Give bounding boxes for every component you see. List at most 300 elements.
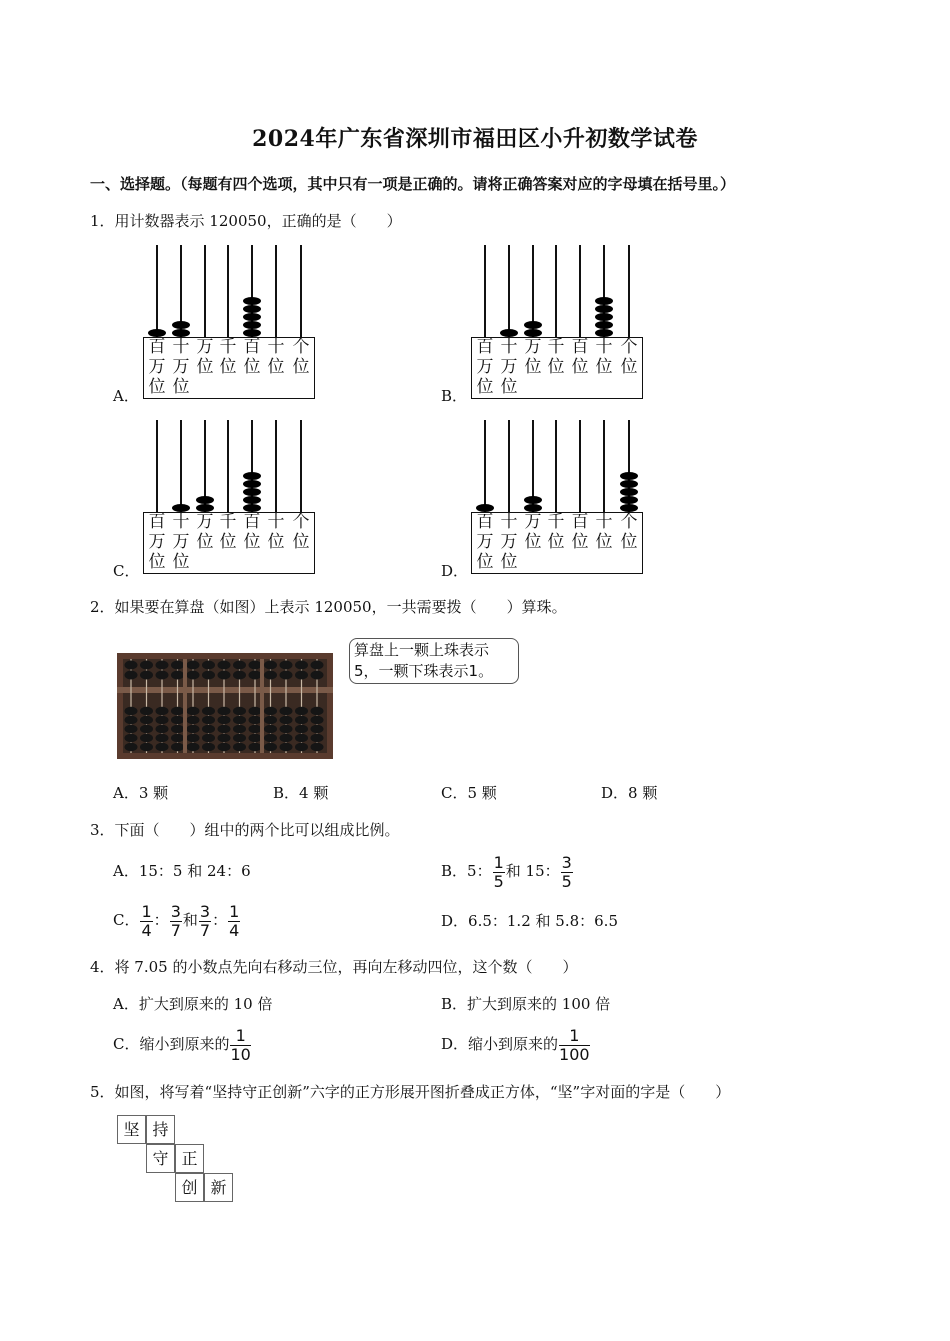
abacus-bead <box>218 743 231 751</box>
place-label-char: 位 <box>500 377 518 397</box>
abacus-bead <box>125 743 138 751</box>
abacus-bead <box>202 743 215 751</box>
abacus-bead <box>156 725 169 733</box>
fraction <box>493 854 505 891</box>
place-label-char: 万 <box>476 357 494 377</box>
counter-bead <box>243 504 261 512</box>
section-heading: 一、选择题。（每题有四个选项，其中只有一项是正确的。请将正确答案对应的字母填在括号里。） <box>90 175 736 193</box>
numerator: 1 <box>229 901 240 921</box>
question-5-stem: 5．如图，将写着“坚持守正创新”六字的正方形展开图折叠成正方体，“坚”字对面的字是（ ） <box>90 1083 731 1101</box>
counter-rod <box>555 245 557 337</box>
denominator: 100 <box>559 1044 590 1064</box>
place-label-char: 百 <box>148 512 166 532</box>
place-label-char: 位 <box>243 532 261 552</box>
denominator: 7 <box>199 920 211 940</box>
place-label-char: 位 <box>571 532 589 552</box>
abacus-bead <box>156 661 169 670</box>
counter-bead <box>595 321 613 329</box>
counter-rod <box>227 420 229 512</box>
counter-bead <box>500 329 518 337</box>
fraction <box>140 903 152 940</box>
abacus-bead <box>187 743 200 751</box>
colon: ： <box>153 911 169 929</box>
counter-bead <box>172 329 190 337</box>
place-label-char: 位 <box>524 532 542 552</box>
abacus-bead <box>140 716 153 724</box>
place-label-char: 百 <box>148 337 166 357</box>
abacus-bead <box>140 671 153 680</box>
place-label-char: 位 <box>196 532 214 552</box>
abacus-bead <box>280 743 293 751</box>
numerator: 1 <box>141 901 152 921</box>
abacus-bead <box>171 734 184 742</box>
place-label-char: 位 <box>219 357 237 377</box>
place-label-char: 位 <box>476 552 494 572</box>
abacus-bead <box>187 725 200 733</box>
counter-bead <box>243 305 261 313</box>
place-label-char: 位 <box>595 532 613 552</box>
abacus-bead <box>187 734 200 742</box>
place-label <box>194 512 216 552</box>
q1-option-label: A． <box>113 387 139 405</box>
abacus-bead <box>264 707 277 715</box>
abacus-bead <box>264 743 277 751</box>
abacus-bead <box>311 707 324 715</box>
place-label <box>170 337 192 397</box>
numerator: 1 <box>230 1027 250 1046</box>
callout-line-1: 算盘上一颗上珠表示 <box>354 641 490 659</box>
place-label-char: 千 <box>219 512 237 532</box>
place-label <box>569 337 591 377</box>
counter-rod <box>180 420 182 512</box>
abacus-bead <box>171 743 184 751</box>
abacus-bead <box>249 661 262 670</box>
abacus-bead <box>280 661 293 670</box>
counter-bead <box>243 472 261 480</box>
place-label-char: 位 <box>292 532 310 552</box>
fraction <box>561 854 573 891</box>
place-label-char: 位 <box>243 357 261 377</box>
abacus-bead <box>311 661 324 670</box>
place-label-char: 百 <box>243 512 261 532</box>
counter-rod <box>508 245 510 337</box>
q3-b-mid: 和 15： <box>505 862 560 880</box>
place-label-char: 位 <box>476 377 494 397</box>
abacus-bead <box>264 716 277 724</box>
place-label <box>265 337 287 377</box>
counter-bead <box>524 321 542 329</box>
place-label-char: 百 <box>476 337 494 357</box>
question-4-stem: 4．将 7.05 的小数点先向右移动三位，再向左移动四位，这个数（ ） <box>90 958 578 976</box>
place-label-char: 十 <box>172 512 190 532</box>
counter-bead <box>595 313 613 321</box>
abacus-bead <box>218 671 231 680</box>
denominator: 4 <box>141 920 152 940</box>
abacus-bead <box>218 661 231 670</box>
numerator: 3 <box>199 901 211 921</box>
counter-rod <box>300 245 302 337</box>
denominator: 4 <box>229 920 240 940</box>
abacus-bead <box>311 743 324 751</box>
counter-bead <box>476 504 494 512</box>
abacus-bead <box>280 707 293 715</box>
place-label <box>593 512 615 552</box>
counter-bead <box>196 504 214 512</box>
q4-option-c <box>113 1025 252 1064</box>
counter-bead <box>595 305 613 313</box>
q3-b-prefix: B．5： <box>441 862 492 880</box>
counter-bead <box>172 321 190 329</box>
abacus-bead <box>125 734 138 742</box>
abacus-bead <box>280 734 293 742</box>
counter-rod <box>204 245 206 337</box>
place-label-char: 位 <box>524 357 542 377</box>
abacus-bead <box>280 671 293 680</box>
denominator: 10 <box>230 1044 251 1064</box>
abacus-bead <box>156 707 169 715</box>
q3-option-b <box>441 852 574 891</box>
abacus-bead <box>171 725 184 733</box>
abacus-bead <box>233 661 246 670</box>
place-label-char: 位 <box>196 357 214 377</box>
fraction <box>228 903 240 940</box>
place-label <box>146 337 168 397</box>
counter-bead <box>620 504 638 512</box>
place-label-char: 位 <box>620 532 638 552</box>
place-label-char: 位 <box>148 377 166 397</box>
abacus-bead <box>187 707 200 715</box>
place-label-char: 万 <box>500 532 518 552</box>
counter-bead <box>243 297 261 305</box>
counter-rod <box>484 245 486 337</box>
counter-bead <box>243 488 261 496</box>
place-label-char: 十 <box>267 512 285 532</box>
abacus-bead <box>218 707 231 715</box>
fraction <box>199 903 211 940</box>
place-label <box>474 512 496 572</box>
numerator: 3 <box>561 852 572 872</box>
counter-rod <box>579 245 581 337</box>
place-label-char: 百 <box>571 512 589 532</box>
place-label-char: 位 <box>172 377 190 397</box>
counter-rod <box>603 420 605 512</box>
question-1-stem: 1．用计数器表示 120050，正确的是（ ） <box>90 212 402 230</box>
place-label-char: 千 <box>219 337 237 357</box>
counter-bead <box>620 488 638 496</box>
abacus-bead <box>125 707 138 715</box>
place-value-counter <box>441 420 651 580</box>
place-label <box>290 512 312 552</box>
place-label-char: 位 <box>547 532 565 552</box>
denominator: 5 <box>493 871 504 891</box>
abacus-bead <box>264 734 277 742</box>
counter-rod <box>484 420 486 512</box>
place-label-char: 位 <box>267 357 285 377</box>
abacus-bead <box>218 716 231 724</box>
net-cell: 守 <box>146 1144 175 1173</box>
place-label <box>522 512 544 552</box>
counter-bead <box>148 329 166 337</box>
place-label <box>170 512 192 572</box>
abacus-bead <box>233 734 246 742</box>
fraction <box>230 1027 250 1064</box>
place-label-char: 十 <box>500 337 518 357</box>
abacus-bead <box>311 671 324 680</box>
abacus-bead <box>311 725 324 733</box>
place-label <box>498 512 520 572</box>
abacus-beam <box>117 687 333 693</box>
place-label <box>241 512 263 552</box>
fraction <box>170 903 182 940</box>
place-label-char: 个 <box>292 512 310 532</box>
abacus-bead <box>202 716 215 724</box>
place-label-char: 万 <box>172 532 190 552</box>
abacus-bead <box>264 661 277 670</box>
denominator: 7 <box>170 920 181 940</box>
abacus-divider <box>183 659 187 753</box>
place-label-char: 个 <box>292 337 310 357</box>
place-label <box>618 512 640 552</box>
q3-option-c <box>113 901 241 940</box>
abacus-callout <box>349 638 519 684</box>
abacus-bead <box>156 743 169 751</box>
place-label-char: 千 <box>547 512 565 532</box>
place-label <box>265 512 287 552</box>
place-label-char: 十 <box>595 512 613 532</box>
place-label-char: 百 <box>571 337 589 357</box>
counter-bead <box>595 297 613 305</box>
abacus-drawing <box>117 653 333 759</box>
abacus-bead <box>125 725 138 733</box>
place-label <box>569 512 591 552</box>
counter-bead <box>595 329 613 337</box>
fraction <box>559 1027 590 1064</box>
place-label-char: 位 <box>595 357 613 377</box>
abacus-bead <box>233 743 246 751</box>
abacus-bead <box>202 734 215 742</box>
place-label-char: 个 <box>620 337 638 357</box>
abacus-bead <box>233 707 246 715</box>
place-label-char: 千 <box>547 337 565 357</box>
counter-bead <box>243 496 261 504</box>
colon: ： <box>212 911 228 929</box>
abacus-bead <box>233 725 246 733</box>
place-label <box>217 337 239 377</box>
place-label-char: 位 <box>620 357 638 377</box>
q4-option-d <box>441 1025 591 1064</box>
counter-rod <box>275 420 277 512</box>
question-3-stem: 3．下面（ ）组中的两个比可以组成比例。 <box>90 821 400 839</box>
counter-bead <box>243 329 261 337</box>
abacus-bead <box>202 707 215 715</box>
abacus-bead <box>187 716 200 724</box>
abacus-bead <box>233 716 246 724</box>
place-value-counter <box>441 245 651 405</box>
counter-bead <box>243 313 261 321</box>
abacus-bead <box>125 716 138 724</box>
place-value-counter <box>113 245 323 405</box>
place-label <box>241 337 263 377</box>
abacus-bead <box>311 734 324 742</box>
abacus-bead <box>202 671 215 680</box>
abacus-bead <box>218 725 231 733</box>
place-label-char: 十 <box>267 337 285 357</box>
denominator: 5 <box>561 871 572 891</box>
abacus-bead <box>249 707 262 715</box>
place-label-char: 位 <box>219 532 237 552</box>
place-label <box>474 337 496 397</box>
place-label <box>498 337 520 397</box>
abacus-bead <box>249 725 262 733</box>
place-label-char: 位 <box>267 532 285 552</box>
numerator: 1 <box>559 1027 590 1046</box>
abacus-bead <box>140 661 153 670</box>
abacus-bead <box>156 734 169 742</box>
abacus-bead <box>311 716 324 724</box>
place-label-char: 位 <box>500 552 518 572</box>
abacus-bead <box>249 671 262 680</box>
abacus-bead <box>171 716 184 724</box>
q4-option-a: A．扩大到原来的 10 倍 <box>113 995 273 1013</box>
abacus-divider <box>260 659 264 753</box>
abacus-bead <box>249 734 262 742</box>
place-label-char: 百 <box>243 337 261 357</box>
counter-bead <box>620 496 638 504</box>
net-cell: 新 <box>204 1173 233 1202</box>
place-label <box>545 337 567 377</box>
place-label-char: 万 <box>172 357 190 377</box>
abacus-bead <box>125 671 138 680</box>
place-label-char: 位 <box>172 552 190 572</box>
counter-bead <box>172 504 190 512</box>
q3-option-a: A．15：5 和 24：6 <box>113 862 251 880</box>
counter-rod <box>156 245 158 337</box>
place-label-char: 十 <box>595 337 613 357</box>
counter-bead <box>524 496 542 504</box>
counter-rod <box>628 245 630 337</box>
abacus-bead <box>295 734 308 742</box>
counter-bead <box>243 321 261 329</box>
q4-c-prefix: C．缩小到原来的 <box>113 1035 230 1053</box>
place-label <box>290 337 312 377</box>
net-cell: 正 <box>175 1144 204 1173</box>
abacus-bead <box>295 725 308 733</box>
q3-option-d: D．6.5：1.2 和 5.8：6.5 <box>441 912 618 930</box>
abacus-bead <box>140 707 153 715</box>
abacus-bead <box>295 743 308 751</box>
numerator: 3 <box>170 901 181 921</box>
abacus-bead <box>295 671 308 680</box>
abacus-bead <box>187 671 200 680</box>
place-label-char: 位 <box>292 357 310 377</box>
q4-d-prefix: D．缩小到原来的 <box>441 1035 559 1053</box>
place-label-char: 万 <box>148 357 166 377</box>
q2-option-a: A．3 颗 <box>113 784 169 802</box>
counter-rod <box>227 245 229 337</box>
abacus-bead <box>156 671 169 680</box>
page-title: 2024年广东省深圳市福田区小升初数学试卷 <box>252 126 698 152</box>
abacus-bead <box>140 734 153 742</box>
abacus-image <box>117 653 333 759</box>
place-label-char: 十 <box>172 337 190 357</box>
counter-bead <box>524 329 542 337</box>
abacus-bead <box>171 661 184 670</box>
place-label-char: 位 <box>571 357 589 377</box>
abacus-bead <box>125 661 138 670</box>
counter-rod <box>508 420 510 512</box>
q2-option-b: B．4 颗 <box>273 784 329 802</box>
counter-rod <box>579 420 581 512</box>
place-label-char: 个 <box>620 512 638 532</box>
place-label-char: 十 <box>500 512 518 532</box>
place-value-counter <box>113 420 323 580</box>
abacus-bead <box>156 716 169 724</box>
abacus-bead <box>171 707 184 715</box>
abacus-bead <box>218 734 231 742</box>
abacus-bead <box>187 661 200 670</box>
place-label <box>593 337 615 377</box>
place-label-char: 万 <box>196 512 214 532</box>
place-label-char: 位 <box>547 357 565 377</box>
abacus-bead <box>202 725 215 733</box>
q1-option-label: B． <box>441 387 468 405</box>
place-label-char: 位 <box>148 552 166 572</box>
abacus-bead <box>295 707 308 715</box>
abacus-bead <box>264 671 277 680</box>
place-label-char: 万 <box>524 512 542 532</box>
place-label-char: 百 <box>476 512 494 532</box>
place-label <box>618 337 640 377</box>
abacus-bead <box>295 716 308 724</box>
q3-c-mid: 和 <box>182 911 198 929</box>
place-label <box>194 337 216 377</box>
abacus-bead <box>280 725 293 733</box>
counter-rod <box>555 420 557 512</box>
q2-option-c: C．5 颗 <box>441 784 497 802</box>
net-cell: 坚 <box>117 1115 146 1144</box>
counter-rod <box>156 420 158 512</box>
place-label-char: 万 <box>500 357 518 377</box>
q2-option-d: D．8 颗 <box>601 784 658 802</box>
place-label-char: 万 <box>196 337 214 357</box>
abacus-bead <box>295 661 308 670</box>
abacus-bead <box>280 716 293 724</box>
counter-bead <box>620 480 638 488</box>
abacus-bead <box>140 743 153 751</box>
callout-line-2: 5，一颗下珠表示1。 <box>354 662 494 680</box>
place-label <box>217 512 239 552</box>
q4-option-b: B．扩大到原来的 100 倍 <box>441 995 611 1013</box>
place-label-char: 万 <box>148 532 166 552</box>
abacus-bead <box>264 725 277 733</box>
q1-option-label: D． <box>441 562 469 580</box>
net-cell: 持 <box>146 1115 175 1144</box>
abacus-bead <box>140 725 153 733</box>
place-label <box>545 512 567 552</box>
place-label-char: 万 <box>476 532 494 552</box>
counter-rod <box>300 420 302 512</box>
counter-bead <box>524 504 542 512</box>
place-label <box>146 512 168 572</box>
counter-bead <box>620 472 638 480</box>
q3-c-prefix: C． <box>113 911 140 929</box>
q1-option-label: C． <box>113 562 140 580</box>
abacus-bead <box>249 716 262 724</box>
net-cell: 创 <box>175 1173 204 1202</box>
abacus-bead <box>171 671 184 680</box>
place-label <box>522 337 544 377</box>
counter-bead <box>196 496 214 504</box>
